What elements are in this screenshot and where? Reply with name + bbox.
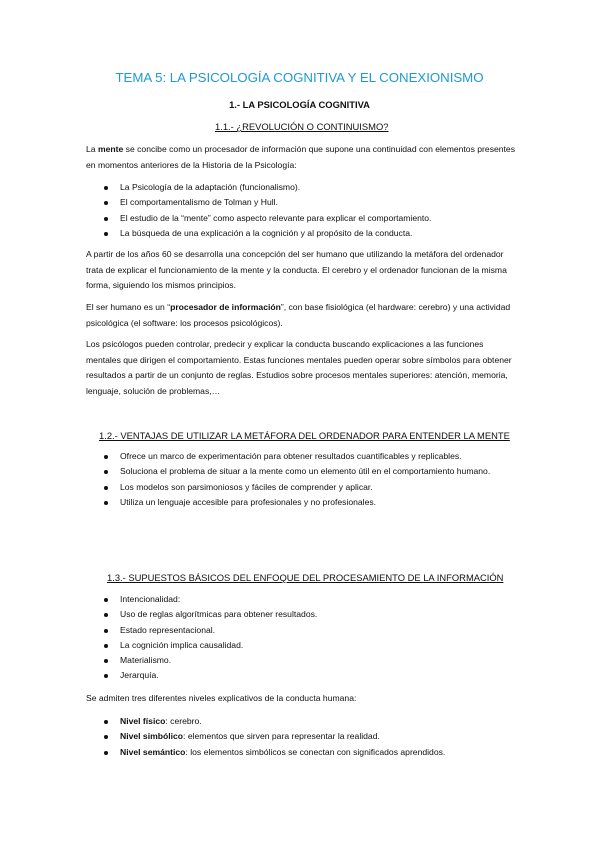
list-item-text: Uso de reglas algorítmicas para obtener resultados. bbox=[120, 609, 318, 620]
bullet-icon bbox=[104, 501, 108, 505]
list-item bbox=[86, 449, 516, 463]
bullet-list-advantages bbox=[86, 449, 516, 510]
level-text: : los elementos simbólicos se conectan con significados aprendidos. bbox=[185, 746, 446, 757]
list-item-text: Intencionalidad: bbox=[120, 594, 181, 604]
bullet-icon bbox=[104, 598, 108, 602]
paragraph-levels: Se admiten tres diferentes niveles explicativos de la conducta humana: bbox=[86, 693, 357, 703]
bullet-list-levels bbox=[86, 714, 516, 760]
list-item bbox=[86, 195, 516, 210]
list-item bbox=[86, 607, 516, 622]
list-item-text: Estado representacional. bbox=[120, 624, 216, 635]
bullet-icon bbox=[104, 186, 108, 190]
list-item-text: El estudio de la “mente” como aspecto relevante para explicar el comportamiento. bbox=[120, 212, 432, 223]
paragraph-text: ”, con base fisiológica (el hardware: cerebro) y una actividad psicológica (el software: los procesos psicológicos). bbox=[86, 302, 511, 328]
section-heading: 1.- LA PSICOLOGÍA COGNITIVA bbox=[229, 99, 370, 110]
list-item bbox=[86, 653, 516, 668]
paragraph-text: se concibe como un procesador de información que supone una continuidad con elementos presentes en momentos anteriores de la Historia de la Psicología: bbox=[86, 144, 516, 170]
list-item-text: Soluciona el problema de situar a la mente como un elemento útil en el comportamiento humano. bbox=[120, 466, 491, 477]
bullet-icon bbox=[104, 486, 108, 490]
list-item bbox=[86, 180, 516, 195]
list-item-text: La búsqueda de una explicación a la cognición y al propósito de la conducta. bbox=[120, 227, 413, 238]
bold-term: procesador de información bbox=[170, 302, 281, 312]
bullet-icon bbox=[104, 613, 108, 617]
list-item bbox=[86, 495, 516, 509]
list-item-text: Los modelos son parsimoniosos y fáciles de comprender y aplicar. bbox=[120, 481, 373, 492]
level-name: Nivel semántico bbox=[120, 746, 186, 757]
bullet-icon bbox=[104, 455, 108, 459]
level-name: Nivel simbólico bbox=[120, 731, 184, 742]
list-item bbox=[86, 464, 516, 478]
list-item-text: La cognición implica causalidad. bbox=[120, 639, 244, 650]
list-item bbox=[86, 638, 516, 653]
list-item bbox=[86, 480, 516, 494]
level-text: : elementos que sirven para representar la realidad. bbox=[183, 731, 380, 742]
bullet-icon bbox=[104, 232, 108, 236]
subsection-heading-1-2: 1.2.- VENTAJAS DE UTILIZAR LA METÁFORA DEL ORDENADOR PARA ENTENDER LA MENTE bbox=[99, 430, 510, 441]
list-item-text: Utiliza un lenguaje accesible para profesionales y no profesionales. bbox=[120, 496, 377, 507]
list-item-text: Ofrece un marco de experimentación para obtener resultados cuantificables y replicables. bbox=[120, 451, 462, 461]
bullet-icon bbox=[104, 720, 108, 724]
list-item-text: El comportamentalismo de Tolman y Hull. bbox=[120, 197, 278, 208]
bullet-icon bbox=[104, 201, 108, 205]
list-item bbox=[86, 592, 516, 607]
paragraph-mente bbox=[86, 142, 516, 173]
paragraph-text: La bbox=[86, 144, 98, 154]
subsection-heading-1-3: 1.3.- SUPUESTOS BÁSICOS DEL ENFOQUE DEL PROCESAMIENTO DE LA INFORMACIÓN bbox=[107, 572, 504, 583]
bullet-icon bbox=[104, 674, 108, 678]
list-item bbox=[86, 745, 516, 760]
subsection-heading-1-1: 1.1.- ¿REVOLUCIÓN O CONTINUISMO? bbox=[215, 121, 389, 132]
paragraph-text: El ser humano es un “ bbox=[86, 302, 171, 312]
list-item bbox=[86, 668, 516, 683]
list-item-text: Materialismo. bbox=[120, 655, 172, 666]
bullet-list-continuity bbox=[86, 180, 516, 241]
list-item-text: La Psicología de la adaptación (funcionalismo). bbox=[120, 182, 301, 192]
list-item-text: Jerarquía. bbox=[120, 670, 159, 681]
list-item bbox=[86, 714, 516, 729]
bullet-icon bbox=[104, 629, 108, 633]
level-name: Nivel físico bbox=[120, 716, 166, 726]
bullet-icon bbox=[104, 644, 108, 648]
bullet-icon bbox=[104, 659, 108, 663]
paragraph-psychologists: Los psicólogos pueden controlar, predecir y explicar la conducta buscando explicaciones a las funciones mentales que dirigen el comportamiento. Estas funciones mentales pueden operar sobre símbolos para obtener resultados a partir de un conjunto de reglas. Estudios sobre procesos mentales superiores: atención, memoria, lenguaje, solución de problemas,… bbox=[86, 339, 512, 396]
list-item bbox=[86, 211, 516, 226]
bullet-icon bbox=[104, 735, 108, 739]
level-text: : cerebro. bbox=[165, 716, 202, 726]
bullet-icon bbox=[104, 470, 108, 474]
bold-term: mente bbox=[97, 144, 124, 154]
document-title: TEMA 5: LA PSICOLOGÍA COGNITIVA Y EL CONEXIONISMO bbox=[115, 70, 484, 85]
paragraph-processor bbox=[86, 300, 516, 331]
list-item bbox=[86, 729, 516, 744]
list-item bbox=[86, 226, 516, 241]
bullet-icon bbox=[104, 751, 108, 755]
paragraph-metaphor: A partir de los años 60 se desarrolla una concepción del ser humano que utilizando la metáfora del ordenador trata de explicar el funcionamiento de la mente y la conducta. El cerebro y el ordenador funcionan de la misma forma, siguiendo los mismos principios. bbox=[86, 249, 507, 291]
list-item bbox=[86, 623, 516, 638]
bullet-list-assumptions bbox=[86, 592, 516, 684]
bullet-icon bbox=[104, 217, 108, 221]
